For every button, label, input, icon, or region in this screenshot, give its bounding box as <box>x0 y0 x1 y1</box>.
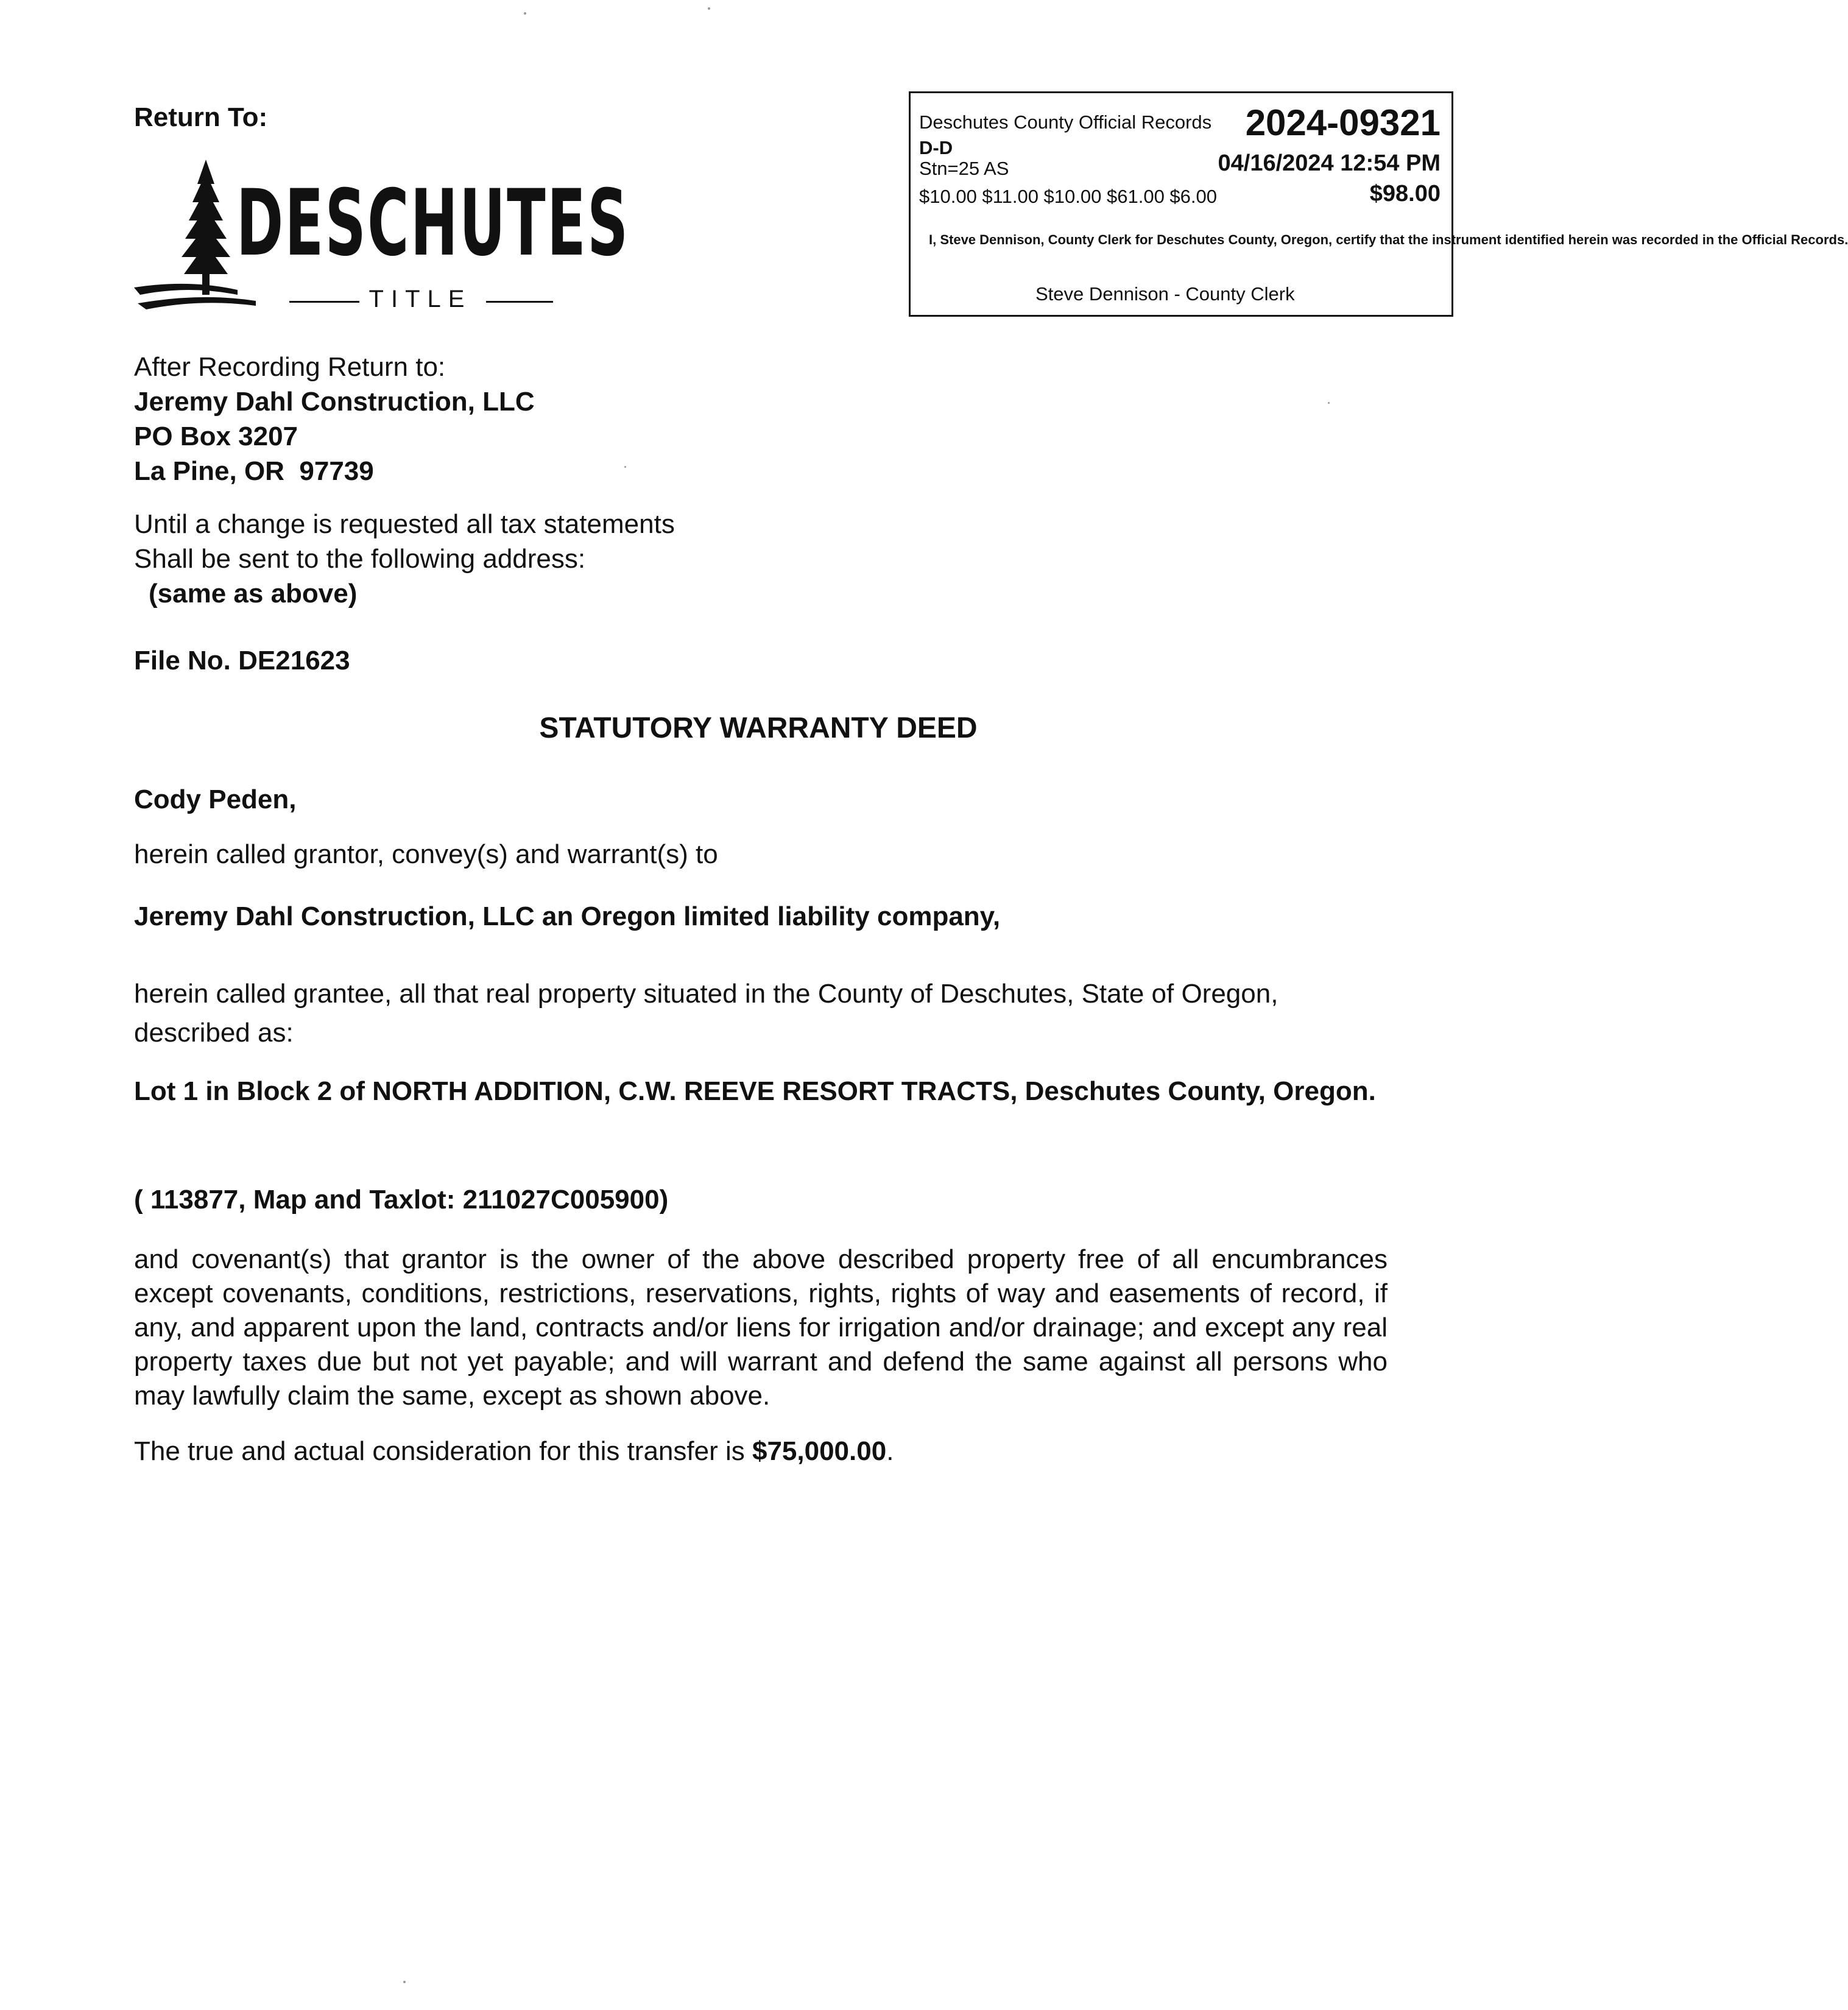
logo-wordmark: DESCHUTES <box>236 171 630 277</box>
recording-total: $98.00 <box>1369 181 1441 206</box>
grantor-statement: herein called grantor, convey(s) and warrant(s) to <box>134 839 718 869</box>
recording-certification: I, Steve Dennison, County Clerk for Deschutes County, Oregon, certify that the instrument identified herein was recorded in the Official Records. <box>929 232 1848 247</box>
file-number: File No. DE21623 <box>134 646 350 675</box>
grantee-statement: herein called grantee, all that real property situated in the County of Deschutes, State of Oregon, described as: <box>134 979 1278 1048</box>
scan-speck <box>624 466 626 468</box>
legal-description: Lot 1 in Block 2 of NORTH ADDITION, C.W. REEVE RESORT TRACTS, Deschutes County, Oregon. <box>134 1076 1376 1106</box>
recording-datetime: 04/16/2024 12:54 PM <box>1218 150 1441 176</box>
tax-statement-line2: Shall be sent to the following address: <box>134 544 586 574</box>
after-recording-address-line2: La Pine, OR 97739 <box>134 456 374 486</box>
scan-speck <box>524 12 526 15</box>
recording-clerk-signature: Steve Dennison - County Clerk <box>1035 283 1295 305</box>
grantor-name: Cody Peden, <box>134 785 297 814</box>
recording-county: Deschutes County Official Records <box>919 111 1212 133</box>
consideration-statement <box>134 1436 894 1467</box>
consideration-suffix: . <box>886 1436 894 1466</box>
recording-station: Stn=25 AS <box>919 158 1009 179</box>
recording-fees: $10.00 $11.00 $10.00 $61.00 $6.00 <box>919 186 1217 207</box>
tax-statement-block <box>134 507 675 611</box>
return-to-heading: Return To: <box>134 102 268 132</box>
after-recording-label: After Recording Return to: <box>134 352 446 382</box>
grantee-name: Jeremy Dahl Construction, LLC an Oregon limited liability company, <box>134 901 1001 931</box>
deschutes-title-logo <box>134 160 630 318</box>
after-recording-block <box>134 350 535 488</box>
covenant-paragraph: and covenant(s) that grantor is the owner of the above described property free of all encumbrances except covenants, conditions, restrictions, reservations, rights, rights of way and easements of record, if any, and apparent upon the land, contracts and/or liens for irrigation and/or drainage; and except any real property taxes due but not yet payable; and will warrant and defend the same against all persons who may lawfully claim the same, except as shown above. <box>134 1244 1388 1411</box>
logo-subtitle: TITLE <box>369 286 472 312</box>
consideration-prefix: The true and actual consideration for this transfer is <box>134 1436 752 1466</box>
after-recording-address-line1: PO Box 3207 <box>134 421 298 451</box>
scan-speck <box>1328 402 1330 404</box>
map-taxlot: ( 113877, Map and Taxlot: 211027C005900) <box>134 1185 669 1215</box>
recording-document-type: D-D <box>919 137 953 158</box>
recording-stamp <box>909 91 1848 317</box>
tax-statement-address: (same as above) <box>149 579 358 608</box>
recording-document-number: 2024-09321 <box>1245 102 1441 143</box>
deed-title: STATUTORY WARRANTY DEED <box>539 712 978 744</box>
after-recording-name: Jeremy Dahl Construction, LLC <box>134 387 535 417</box>
tax-statement-line1: Until a change is requested all tax statements <box>134 509 675 539</box>
logo-rule-right <box>486 301 553 303</box>
scan-speck <box>403 1981 406 1983</box>
consideration-amount: $75,000.00 <box>752 1436 887 1466</box>
scan-speck <box>708 7 710 10</box>
